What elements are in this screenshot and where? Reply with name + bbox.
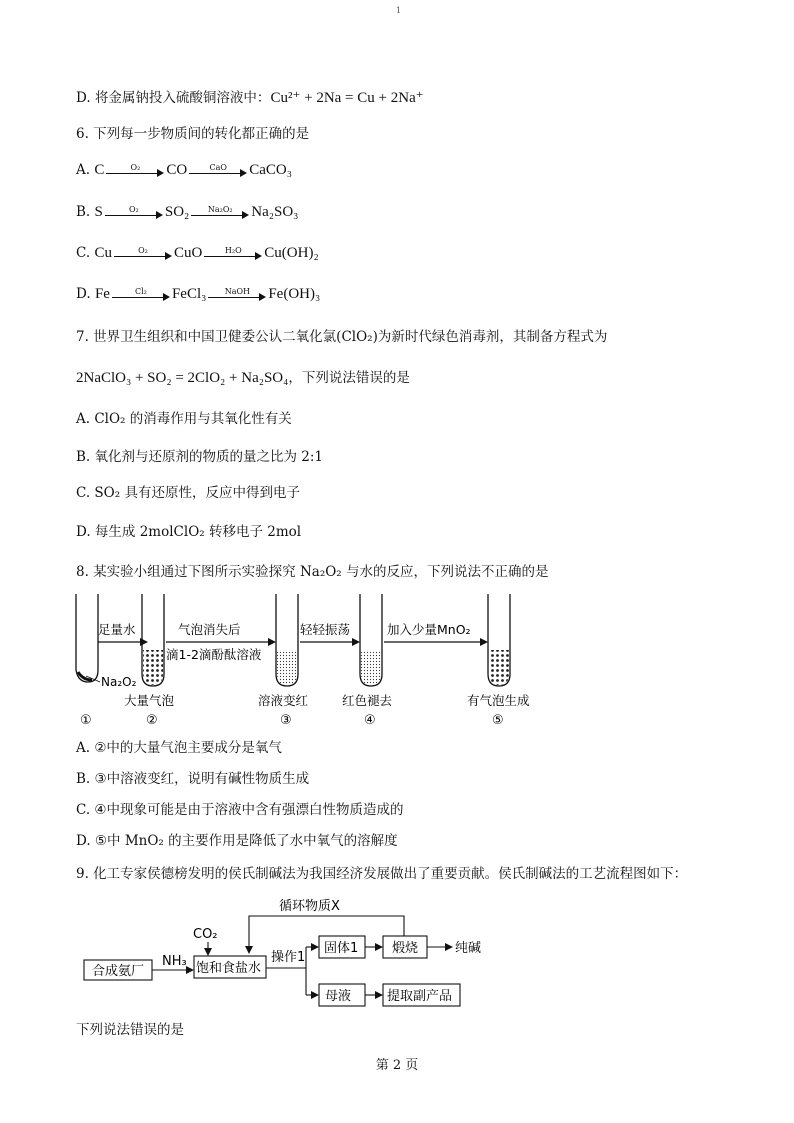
- tube-number-2: ②: [146, 713, 158, 728]
- q7-option-a: A. ClO₂ 的消毒作用与其氧化性有关: [76, 411, 292, 427]
- reactant: S: [94, 204, 103, 220]
- arrow-condition: NaOH: [224, 286, 250, 296]
- reaction-arrow: [105, 203, 163, 223]
- option-label: A.: [76, 162, 91, 178]
- solid-label: 固体1: [324, 941, 359, 956]
- option-label: C.: [76, 245, 91, 261]
- option-label: D.: [76, 286, 91, 302]
- soda-label: 纯碱: [455, 941, 482, 956]
- test-tube-1: [76, 594, 100, 682]
- byproduct-label: 提取副产品: [387, 989, 453, 1004]
- product: Fe(OH)₃: [268, 286, 321, 302]
- q5-option-d-equation: Cu²⁺ + 2Na = Cu + 2Na⁺: [270, 90, 424, 106]
- q8-option-d: D. ⑤中 MnO₂ 的主要作用是降低了水中氧气的溶解度: [76, 833, 398, 849]
- test-tube-3: [276, 594, 298, 686]
- intermediate: SO₂: [164, 204, 190, 220]
- q8-option-b: B. ③中溶液变红，说明有碱性物质生成: [76, 771, 310, 787]
- tube-number-1: ①: [80, 713, 92, 728]
- step-2-label-top: 气泡消失后: [178, 622, 241, 637]
- arrow-condition: Cl₂: [134, 286, 147, 296]
- q7-option-b: B. 氧化剂与还原剂的物质的量之比为 2:1: [76, 449, 324, 465]
- q5-option-d: [76, 88, 424, 108]
- q6-stem: 6. 下列每一步物质间的转化都正确的是: [76, 126, 310, 142]
- arrow-condition: O₂: [138, 245, 148, 255]
- page-footer: 第 2 页: [375, 1058, 419, 1073]
- q6-option-a: [76, 160, 292, 181]
- q9-tail: 下列说法错误的是: [76, 1022, 184, 1038]
- calcine-label: 煅烧: [392, 941, 419, 956]
- mother-liquor-label: 母液: [325, 989, 352, 1004]
- reaction-arrow: [112, 285, 170, 305]
- q7-stem-line2: [76, 368, 410, 388]
- reactant: C: [94, 162, 105, 178]
- reactant: Fe: [94, 286, 110, 302]
- test-tube-4: [360, 594, 382, 686]
- co2-label: CO₂: [193, 927, 218, 942]
- arrow-condition: H₂O: [224, 245, 242, 255]
- q7-stem-tail: ，下列说法错误的是: [288, 370, 410, 386]
- intermediate: CO: [166, 162, 188, 178]
- tube-number-5: ⑤: [492, 713, 504, 728]
- brine-label: 饱和食盐水: [196, 961, 262, 976]
- q6-option-c: [76, 243, 319, 264]
- arrow-condition: Na₂O₂: [207, 204, 233, 214]
- arrow-condition: CaO: [209, 162, 227, 172]
- product: Na₂SO₃: [251, 204, 299, 220]
- reaction-arrow: [189, 161, 247, 181]
- q7-equation: 2NaClO₃ + SO₂ = 2ClO₂ + Na₂SO₄: [76, 370, 289, 386]
- plant-label: 合成氨厂: [92, 964, 145, 979]
- arrow-condition: O₂: [130, 162, 141, 172]
- q6-option-d: [76, 284, 320, 305]
- arrow-condition: O₂: [128, 204, 139, 214]
- tube-number-3: ③: [280, 713, 292, 728]
- caption-tube-2: 大量气泡: [124, 693, 175, 708]
- recycle-label: 循环物质X: [279, 899, 340, 914]
- q9-stem: 9. 化工专家侯德榜发明的侯氏制碱法为我国经济发展做出了重要贡献。侯氏制碱法的工艺流程图如下：: [76, 866, 688, 882]
- reaction-arrow: [114, 244, 172, 264]
- caption-tube-3: 溶液变红: [258, 693, 309, 708]
- step-2-label-bottom: 滴1-2滴酚酞溶液: [166, 647, 262, 662]
- step-1-label: 足量水: [98, 622, 136, 637]
- product: Cu(OH)₂: [264, 245, 319, 261]
- caption-tube-5: 有气泡生成: [467, 693, 530, 708]
- q6-option-b: [76, 202, 298, 223]
- option-label: B.: [76, 204, 91, 220]
- intermediate: FeCl₃: [171, 286, 207, 302]
- test-tube-5: [488, 594, 510, 686]
- nh3-label: NH₃: [162, 954, 187, 969]
- reaction-arrow: [191, 203, 249, 223]
- q7-option-c: C. SO₂ 具有还原性，反应中得到电子: [76, 485, 300, 501]
- step-3-label: 轻轻振荡: [300, 622, 351, 637]
- header-mark: 1: [396, 6, 402, 15]
- q8-option-c: C. ④中现象可能是由于溶液中含有强漂白性物质造成的: [76, 802, 404, 818]
- q5-option-d-text: D. 将金属钠投入硫酸铜溶液中：: [76, 90, 271, 106]
- reaction-arrow: [208, 285, 266, 305]
- step-4-label: 加入少量MnO₂: [387, 622, 471, 637]
- q7-stem-line1: 7. 世界卫生组织和中国卫健委公认二氧化氯(ClO₂)为新时代绿色消毒剂，其制备方程式为: [76, 329, 608, 345]
- q8-experiment-diagram: [0, 588, 794, 730]
- reaction-arrow: [204, 244, 262, 264]
- product: CaCO₃: [249, 162, 292, 178]
- reagent-label: Na₂O₂: [101, 675, 137, 689]
- tube-number-4: ④: [364, 713, 376, 728]
- operation-label: 操作1: [271, 950, 306, 965]
- q8-option-a: A. ②中的大量气泡主要成分是氧气: [76, 740, 282, 756]
- reaction-arrow: [106, 161, 164, 181]
- test-tube-2: [142, 594, 164, 686]
- q7-option-d: D. 每生成 2molClO₂ 转移电子 2mol: [76, 524, 302, 540]
- reactant: Cu: [94, 245, 112, 261]
- q8-stem: 8. 某实验小组通过下图所示实验探究 Na₂O₂ 与水的反应，下列说法不正确的是: [76, 564, 549, 580]
- caption-tube-4: 红色褪去: [342, 693, 393, 708]
- q9-flow-diagram: [0, 890, 794, 1020]
- intermediate: CuO: [173, 245, 203, 261]
